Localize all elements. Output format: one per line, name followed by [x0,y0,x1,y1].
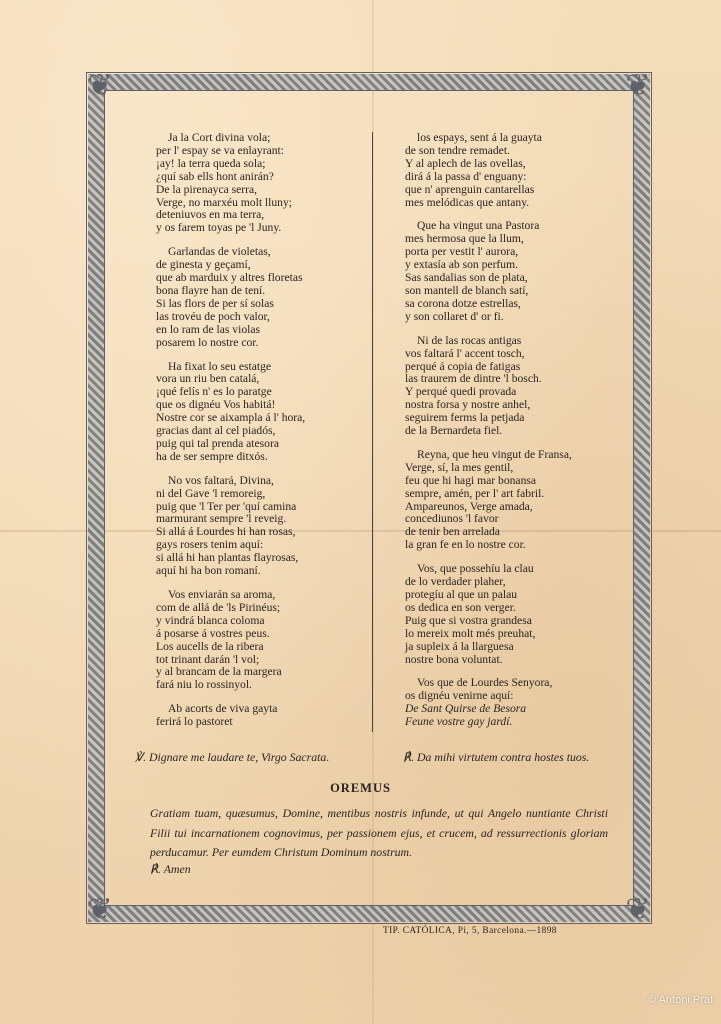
prayer-text: Gratiam tuam, quæsumus, Domine, mentibus nostris infunde, ut qui Angelo nuntiante Christi Filii tui incarnationem cognovimus, per passionem ejus, et crucem, ad ressurrectionis gloriam perducamur. Per eumdem Christum Dominum nostrum. [150,806,608,859]
poem-line: de lo verdader plaher, [405,575,506,589]
poem-line: gracias dant al cel piadós, [156,424,276,438]
corner-ornament-icon: ❦ [87,69,113,102]
poem-line: ¿quí sab ells hont anirán? [156,169,274,183]
poem-line: os dedica en son verger. [405,600,516,614]
poem-line: protegíu al que un palau [405,588,518,601]
stanza [405,449,572,552]
stanza [156,246,305,349]
poem-line: Ampareunos, Verge amada, [405,499,533,513]
poem-line: bona flayre han de tení. [156,283,266,297]
poem-line: á posarse á vostres peus. [156,626,270,640]
poem-line: Que ha vingut una Pastora [417,219,540,233]
corner-ornament-icon: ❦ [87,893,113,926]
poem-line: ¡ay! la terra queda sola; [156,156,266,170]
poem-line: ha de ser sempre ditxós. [156,449,268,463]
poem-line: seguirem ferms la petjada [405,411,525,425]
poem-line: Ha fixat lo seu estatge [168,359,272,373]
poem-line: aquí hi ha bon romaní. [156,564,261,578]
poem-left-column [156,132,305,740]
poem-line: marmurant sempre 'l reveig. [156,512,287,526]
poem-line: mes hermosa que la llum, [405,232,524,246]
poem-line: y extasía ab son perfum. [405,258,519,272]
poem-line: ja supleix á la llarguesa [405,639,514,653]
poem-line: si allá hi han plantas flayrosas, [156,551,299,565]
poem-line: lo mereix molt més preuhat, [405,626,536,640]
poem-line: Reyna, que heu vingut de Fransa, [417,447,572,461]
poem-line: per l' espay se va enlayrant: [156,143,284,157]
poem-line: en lo ram de las violas [156,322,260,336]
poem-line: y os farem toyas pe 'l Juny. [156,221,282,235]
poem-line: de ginesta y geçamí, [156,258,251,272]
poem-line: Garlandas de violetas, [168,245,271,259]
stanza [156,475,305,578]
poem-line: nostre bona voluntat. [405,652,503,666]
poem-line: Ja la Cort divina vola; [168,131,271,144]
amen: ℟. Amen [150,862,191,876]
poem-line: de son tendre remadet. [405,143,510,157]
stanza [405,220,572,323]
poem-line: Puig que si vostra grandesa [405,613,532,627]
corner-ornament-icon: ❦ [625,69,651,102]
copyright-watermark: © Antoni Prat [648,994,713,1006]
poem-line: Y perqué quedi provada [405,385,517,399]
stanza [156,361,305,464]
poem-line: Verge, sí, la mes gentil, [405,460,514,474]
poem-line: Sas sandalias son de plata, [405,271,528,285]
stanza [156,589,305,692]
poem-line: com de allá de 'ls Pirinéus; [156,600,281,614]
stanza [156,703,305,729]
poem-line: concediunos 'l favor [405,512,499,526]
stanza [156,132,305,235]
poem-line: Los aucells de la ribera [156,639,264,653]
poem-line: Si allá á Lourdes hi han rosas, [156,525,296,539]
stanza [405,335,572,438]
poem-line: puig que 'l Ter per 'quí camina [156,499,297,513]
poem-line: puig qui tal prenda atesora [156,436,279,450]
poem-line: tot trinant darán 'l vol; [156,652,260,666]
poem-line: de la Bernardeta fiel. [405,424,503,438]
poem-line: fará niu lo rossinyol. [156,678,252,692]
printer-imprint: TIP. CATÓLICA, Pi, 5, Barcelona.—1898 [383,926,557,936]
stanza [405,132,572,209]
response: ℟. Da mihi virtutem contra hostes tuos. [403,750,590,764]
poem-line: Nostre cor se aixampla á l' hora, [156,411,306,425]
poem-line: mes melódicas que antany. [405,195,530,209]
poem-line: ferirá lo pastoret [156,715,233,729]
poem-line: gays rosers tenim aquí: [156,538,264,552]
poem-line: Y al aplech de las ovellas, [405,156,526,170]
poem-line: que n' aprenguin cantarellas [405,182,535,196]
poem-line: y vindrá blanca coloma [156,613,265,627]
poem-line: que ab marduix y altres floretas [156,271,303,285]
poem-line: y son collaret d' or fi. [405,309,504,323]
poem-line: Vos enviarán sa aroma, [168,588,276,601]
oremus-title: OREMUS [330,781,391,795]
poem-line: os dignéu venirne aquí: [405,689,514,703]
poem-line: vora un riu ben catalá, [156,372,260,386]
poem-line: deteniuvos en ma terra, [156,208,265,222]
poem-line: Ni de las rocas antigas [417,333,522,347]
poem-line: sa corona dotze estrellas, [405,296,521,310]
poem-line: Ab acorts de viva gayta [168,702,278,716]
poem-line: posarem lo nostre cor. [156,335,259,349]
poem-line: No vos faltará, Divina, [168,473,274,487]
poem-line: sempre, amén, per l' art fabril. [405,486,545,500]
poem-line: los espays, sent á la guayta [417,131,542,144]
poem-line: Verge, no marxéu molt lluny; [156,195,292,209]
stanza [405,563,572,666]
poem-signature: De Sant Quirse de Besora [405,702,527,716]
poem-line: De la pirenayca serra, [156,182,258,196]
poem-line: porta per vestit l' aurora, [405,245,519,259]
poem-line: las traurem de dintre 'l bosch. [405,372,542,386]
poem-line: que os dignéu Vos habitá! [156,398,276,412]
poem-line: dirá á la passa d' enguany: [405,169,527,183]
poem-line: Vos que de Lourdes Senyora, [417,676,553,690]
poem-line: de tenir ben arrelada [405,525,500,539]
versicle: ℣. Dignare me laudare te, Virgo Sacrata. [135,750,330,764]
stanza [405,677,572,729]
poem-line: y al brancam de la margera [156,665,282,679]
poem-right-column [405,132,572,740]
poem-line: perqué á copia de fatigas [405,359,521,373]
poem-line: ni del Gave 'l remoreig, [156,486,266,500]
poem-line: la gran fe en lo nostre cor. [405,538,526,552]
column-divider [372,132,373,732]
poem-line: nostra forsa y nostre anhel, [405,398,531,412]
corner-ornament-icon: ❦ [625,893,651,926]
poem-line: Si las flors de per sí solas [156,296,274,310]
poem-line: son mantell de blanch satí, [405,283,529,297]
poem-line: Vos, que possehíu la clau [417,562,534,576]
poem-line: las trovéu de poch valor, [156,309,270,323]
poem-signature: Feune vostre gay jardí. [405,715,513,729]
poem-line: ¡qué felís n' es lo paratge [156,385,272,399]
poem-line: feu que hi hagi mar bonansa [405,473,537,487]
poem-line: vos faltará l' accent tosch, [405,346,525,360]
